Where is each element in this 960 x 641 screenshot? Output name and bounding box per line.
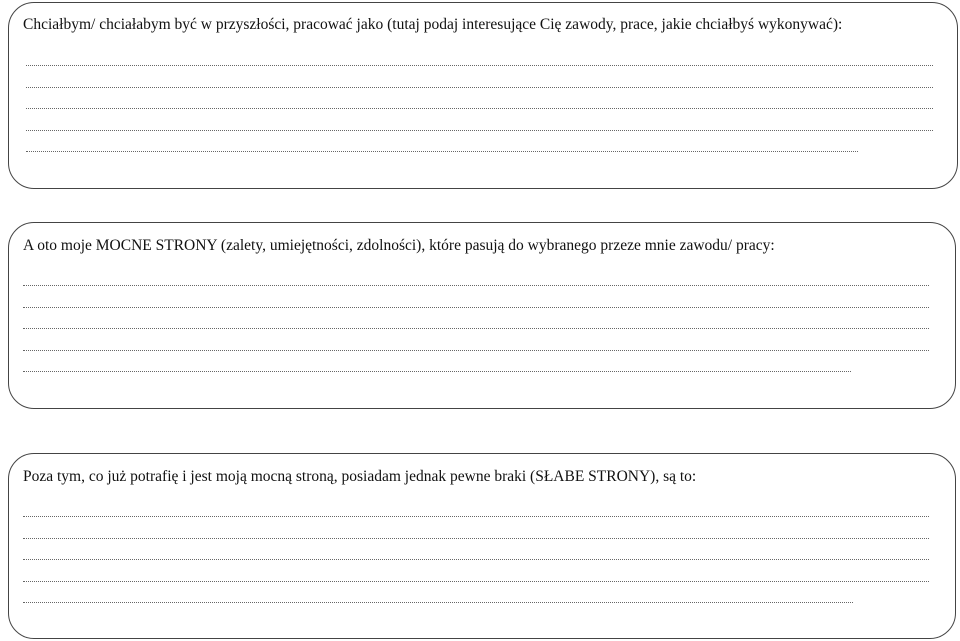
answer-line[interactable] bbox=[23, 559, 929, 560]
section-prompt: A oto moje MOCNE STRONY (zalety, umiejętności, zdolności), które pasują do wybranego przeze mnie zawodu/ pracy: bbox=[23, 237, 775, 254]
answer-line[interactable] bbox=[26, 151, 858, 152]
section-prompt: Chciałbym/ chciałabym być w przyszłości, pracować jako (tutaj podaj interesujące Cię zawody, prace, jakie chciałbyś wykonywać): bbox=[23, 16, 843, 33]
answer-line[interactable] bbox=[23, 516, 929, 517]
section-prompt: Poza tym, co już potrafię i jest moją mocną stroną, posiadam jednak pewne braki (SŁABE STRONY), są to: bbox=[23, 468, 697, 485]
section-strengths bbox=[8, 222, 956, 409]
answer-line[interactable] bbox=[23, 285, 929, 286]
answer-line[interactable] bbox=[26, 65, 933, 66]
answer-line[interactable] bbox=[23, 602, 853, 603]
answer-line[interactable] bbox=[23, 538, 929, 539]
section-future-jobs bbox=[8, 2, 958, 189]
answer-line[interactable] bbox=[26, 130, 933, 131]
answer-line[interactable] bbox=[23, 307, 929, 308]
answer-line[interactable] bbox=[23, 328, 929, 329]
section-weaknesses bbox=[8, 453, 956, 639]
answer-line[interactable] bbox=[26, 108, 933, 109]
answer-line[interactable] bbox=[23, 350, 929, 351]
answer-line[interactable] bbox=[23, 371, 851, 372]
answer-line[interactable] bbox=[23, 581, 929, 582]
answer-line[interactable] bbox=[26, 87, 933, 88]
